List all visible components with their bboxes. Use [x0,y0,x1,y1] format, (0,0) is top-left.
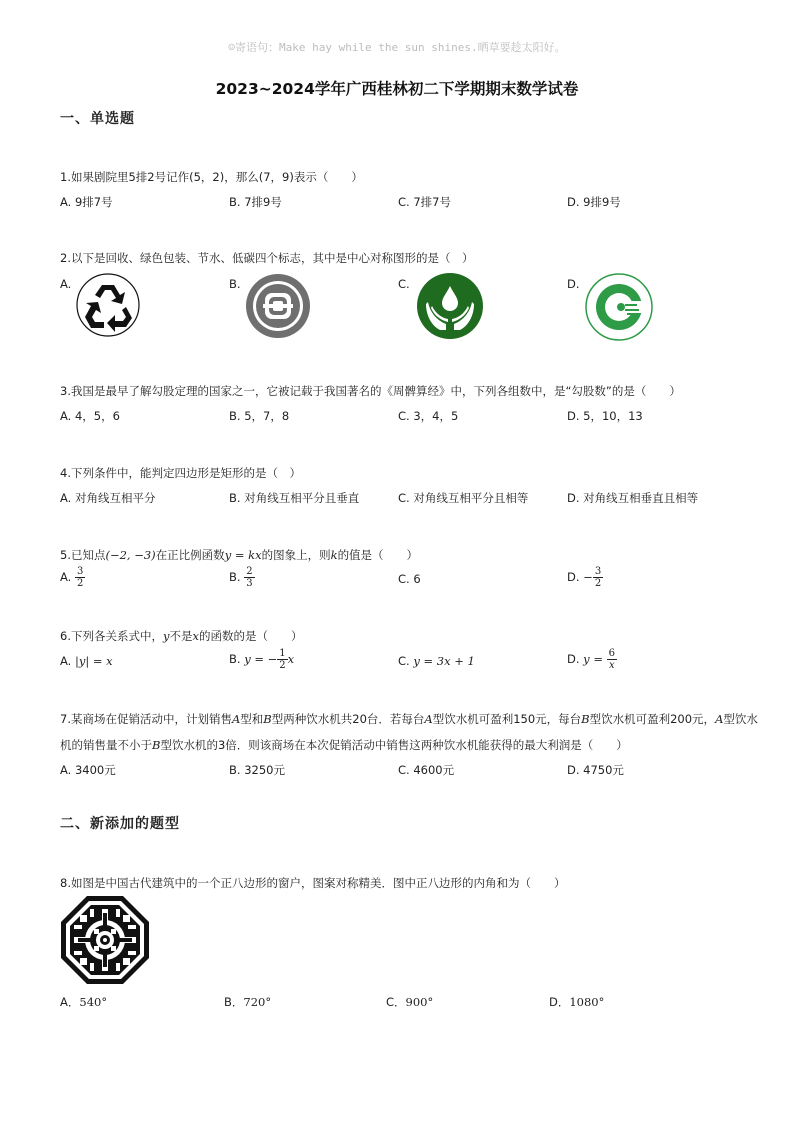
question-7-option-c[interactable]: C. 4600元 [398,763,455,777]
q7-text: 机的销售量不小于 [60,738,152,752]
q5-b-fraction: $\frac{2}{3}$ [246,566,253,589]
q7-a-var: A [231,712,241,726]
question-2-option-c[interactable]: C. [398,277,410,291]
q6-b-expr-post: x [287,652,295,666]
question-1-stem: 1.如果剧院里5排2号记作(5，2)，那么(7，9)表示（ ） [60,170,363,184]
question-6-option-b[interactable] [229,648,294,671]
question-6-option-c[interactable] [398,654,475,668]
q8-a-label: A． [60,995,80,1009]
green-packaging-icon [245,273,311,339]
q6-a-expr: |y| = x [74,654,113,668]
q7-b-var: B [263,712,272,726]
q7-text: 型饮水 [723,712,758,726]
question-5-option-a[interactable] [60,566,85,589]
question-8-option-d[interactable] [549,994,604,1010]
question-1-option-b[interactable]: B. 7排9号 [229,195,282,209]
question-8-option-c[interactable] [386,994,433,1010]
q8-a-value: 540° [79,995,108,1009]
q6-b-fraction: $\frac{1}{2}$ [279,648,286,671]
q8-c-label: C． [386,995,406,1009]
q5-point: (−2, −3) [105,548,156,562]
q6-b-label: B. [229,652,241,666]
question-7-option-a[interactable]: A. 3400元 [60,763,116,777]
q6-y: y [162,629,170,643]
question-3-stem: 3.我国是最早了解勾股定理的国家之一，它被记载于我国著名的《周髀算经》中，下列各组数中，是“勾股数”的是（ ） [60,384,681,398]
q8-d-label: D． [549,995,570,1009]
q8-b-label: B． [224,995,244,1009]
question-2-option-d[interactable]: D. [567,277,580,291]
question-5-option-d[interactable] [567,566,603,589]
q7-text: 型饮水机的3倍．则该商场在本次促销活动中销售这两种饮水机能获得的最大利润是（ ） [160,738,628,752]
q7-b-var: B [152,738,161,752]
q7-text: 型两种饮水机共20台．若每台 [271,712,425,726]
q5-a-fraction: $\frac{3}{2}$ [76,566,84,589]
section-title-new-questions: 二、新添加的题型 [60,816,180,832]
question-7-stem-line-2 [60,737,628,753]
q8-c-value: 900° [405,995,434,1009]
section-title-single-choice: 一、单选题 [60,111,135,127]
q7-text: 7.某商场在促销活动中，计划销售 [60,712,232,726]
q5-d-label: D. [567,570,580,584]
question-7-option-d[interactable]: D. 4750元 [567,763,624,777]
q5-stem-pre: 5.已知点 [60,548,106,562]
low-carbon-icon [585,273,653,341]
q5-stem-mid: 在正比例函数 [155,548,225,562]
question-3-option-c[interactable]: C. 3，4，5 [398,409,459,423]
question-4-option-a[interactable]: A. 对角线互相平分 [60,491,156,505]
q6-a-label: A. [60,654,72,668]
question-8-stem: 8.如图是中国古代建筑中的一个正八边形的窗户，图案对称精美．图中正八边形的内角和为（ ） [60,876,566,890]
q6-c-expr: y = 3x + 1 [413,654,475,668]
q5-stem-mid2: 的图象上，则 [261,548,331,562]
page-title: 2023~2024学年广西桂林初二下学期期末数学试卷 [215,80,579,98]
q7-text: 型饮水机可盈利150元，每台 [432,712,582,726]
question-3-option-a[interactable]: A. 4，5，6 [60,409,120,423]
recycle-icon [76,273,140,337]
question-6-option-d[interactable] [567,648,617,671]
q7-a-var: A [424,712,433,726]
question-4-option-d[interactable]: D. 对角线互相垂直且相等 [567,491,699,505]
question-2-stem: 2.以下是回收、绿色包装、节水、低碳四个标志，其中是中心对称图形的是（ ） [60,251,474,265]
q7-text: 型饮水机可盈利200元， [589,712,716,726]
question-3-option-b[interactable]: B. 5，7，8 [229,409,290,423]
q5-d-sign: − [583,570,593,584]
q6-d-expr-pre: y = [583,652,603,666]
q5-d-fraction: $\frac{3}{2}$ [594,566,602,589]
question-4-option-c[interactable]: C. 对角线互相平分且相等 [398,491,529,505]
question-7-stem-line-1 [60,711,758,727]
q5-a-label: A. [60,570,72,584]
q6-d-label: D. [567,652,580,666]
q6-c-label: C. [398,654,410,668]
q5-b-label: B. [229,570,241,584]
question-2-option-b[interactable]: B. [229,277,241,291]
question-5-option-b[interactable] [229,566,255,589]
q6-d-fraction: $\frac{6}{x}$ [608,648,615,671]
q6-b-expr-pre: y = − [244,652,278,666]
water-saving-icon [416,272,484,340]
q8-b-value: 720° [243,995,272,1009]
q5-k: k [330,548,338,562]
q5-stem-post: 的值是（ ） [337,548,419,562]
header-motto: ☺寄语句：Make hay while the sun shines.晒草要趁太阳好。 [228,41,566,54]
q6-stem-mid: 不是 [169,629,193,643]
question-6-stem [60,628,302,644]
question-7-option-b[interactable]: B. 3250元 [229,763,285,777]
q6-stem-pre: 6.下列各关系式中， [60,629,163,643]
q6-x: x [192,629,199,643]
q7-text: 型和 [240,712,264,726]
octagon-window-figure [60,895,150,985]
q7-b-var: B [581,712,590,726]
question-5-option-c[interactable]: C. 6 [398,572,421,586]
question-1-option-d[interactable]: D. 9排9号 [567,195,621,209]
question-5-stem [60,547,418,563]
question-4-stem: 4.下列条件中，能判定四边形是矩形的是（ ） [60,466,301,480]
q6-stem-post: 的函数的是（ ） [198,629,303,643]
question-1-option-c[interactable]: C. 7排7号 [398,195,451,209]
q8-d-value: 1080° [569,995,605,1009]
q5-function: y = kx [224,548,262,562]
q7-a-var: A [715,712,724,726]
question-2-option-a[interactable]: A. [60,277,72,291]
question-3-option-d[interactable]: D. 5，10，13 [567,409,643,423]
question-8-option-a[interactable] [60,994,107,1010]
question-1-option-a[interactable]: A. 9排7号 [60,195,113,209]
question-8-option-b[interactable] [224,994,271,1010]
question-4-option-b[interactable]: B. 对角线互相平分且垂直 [229,491,360,505]
question-6-option-a[interactable] [60,654,113,668]
